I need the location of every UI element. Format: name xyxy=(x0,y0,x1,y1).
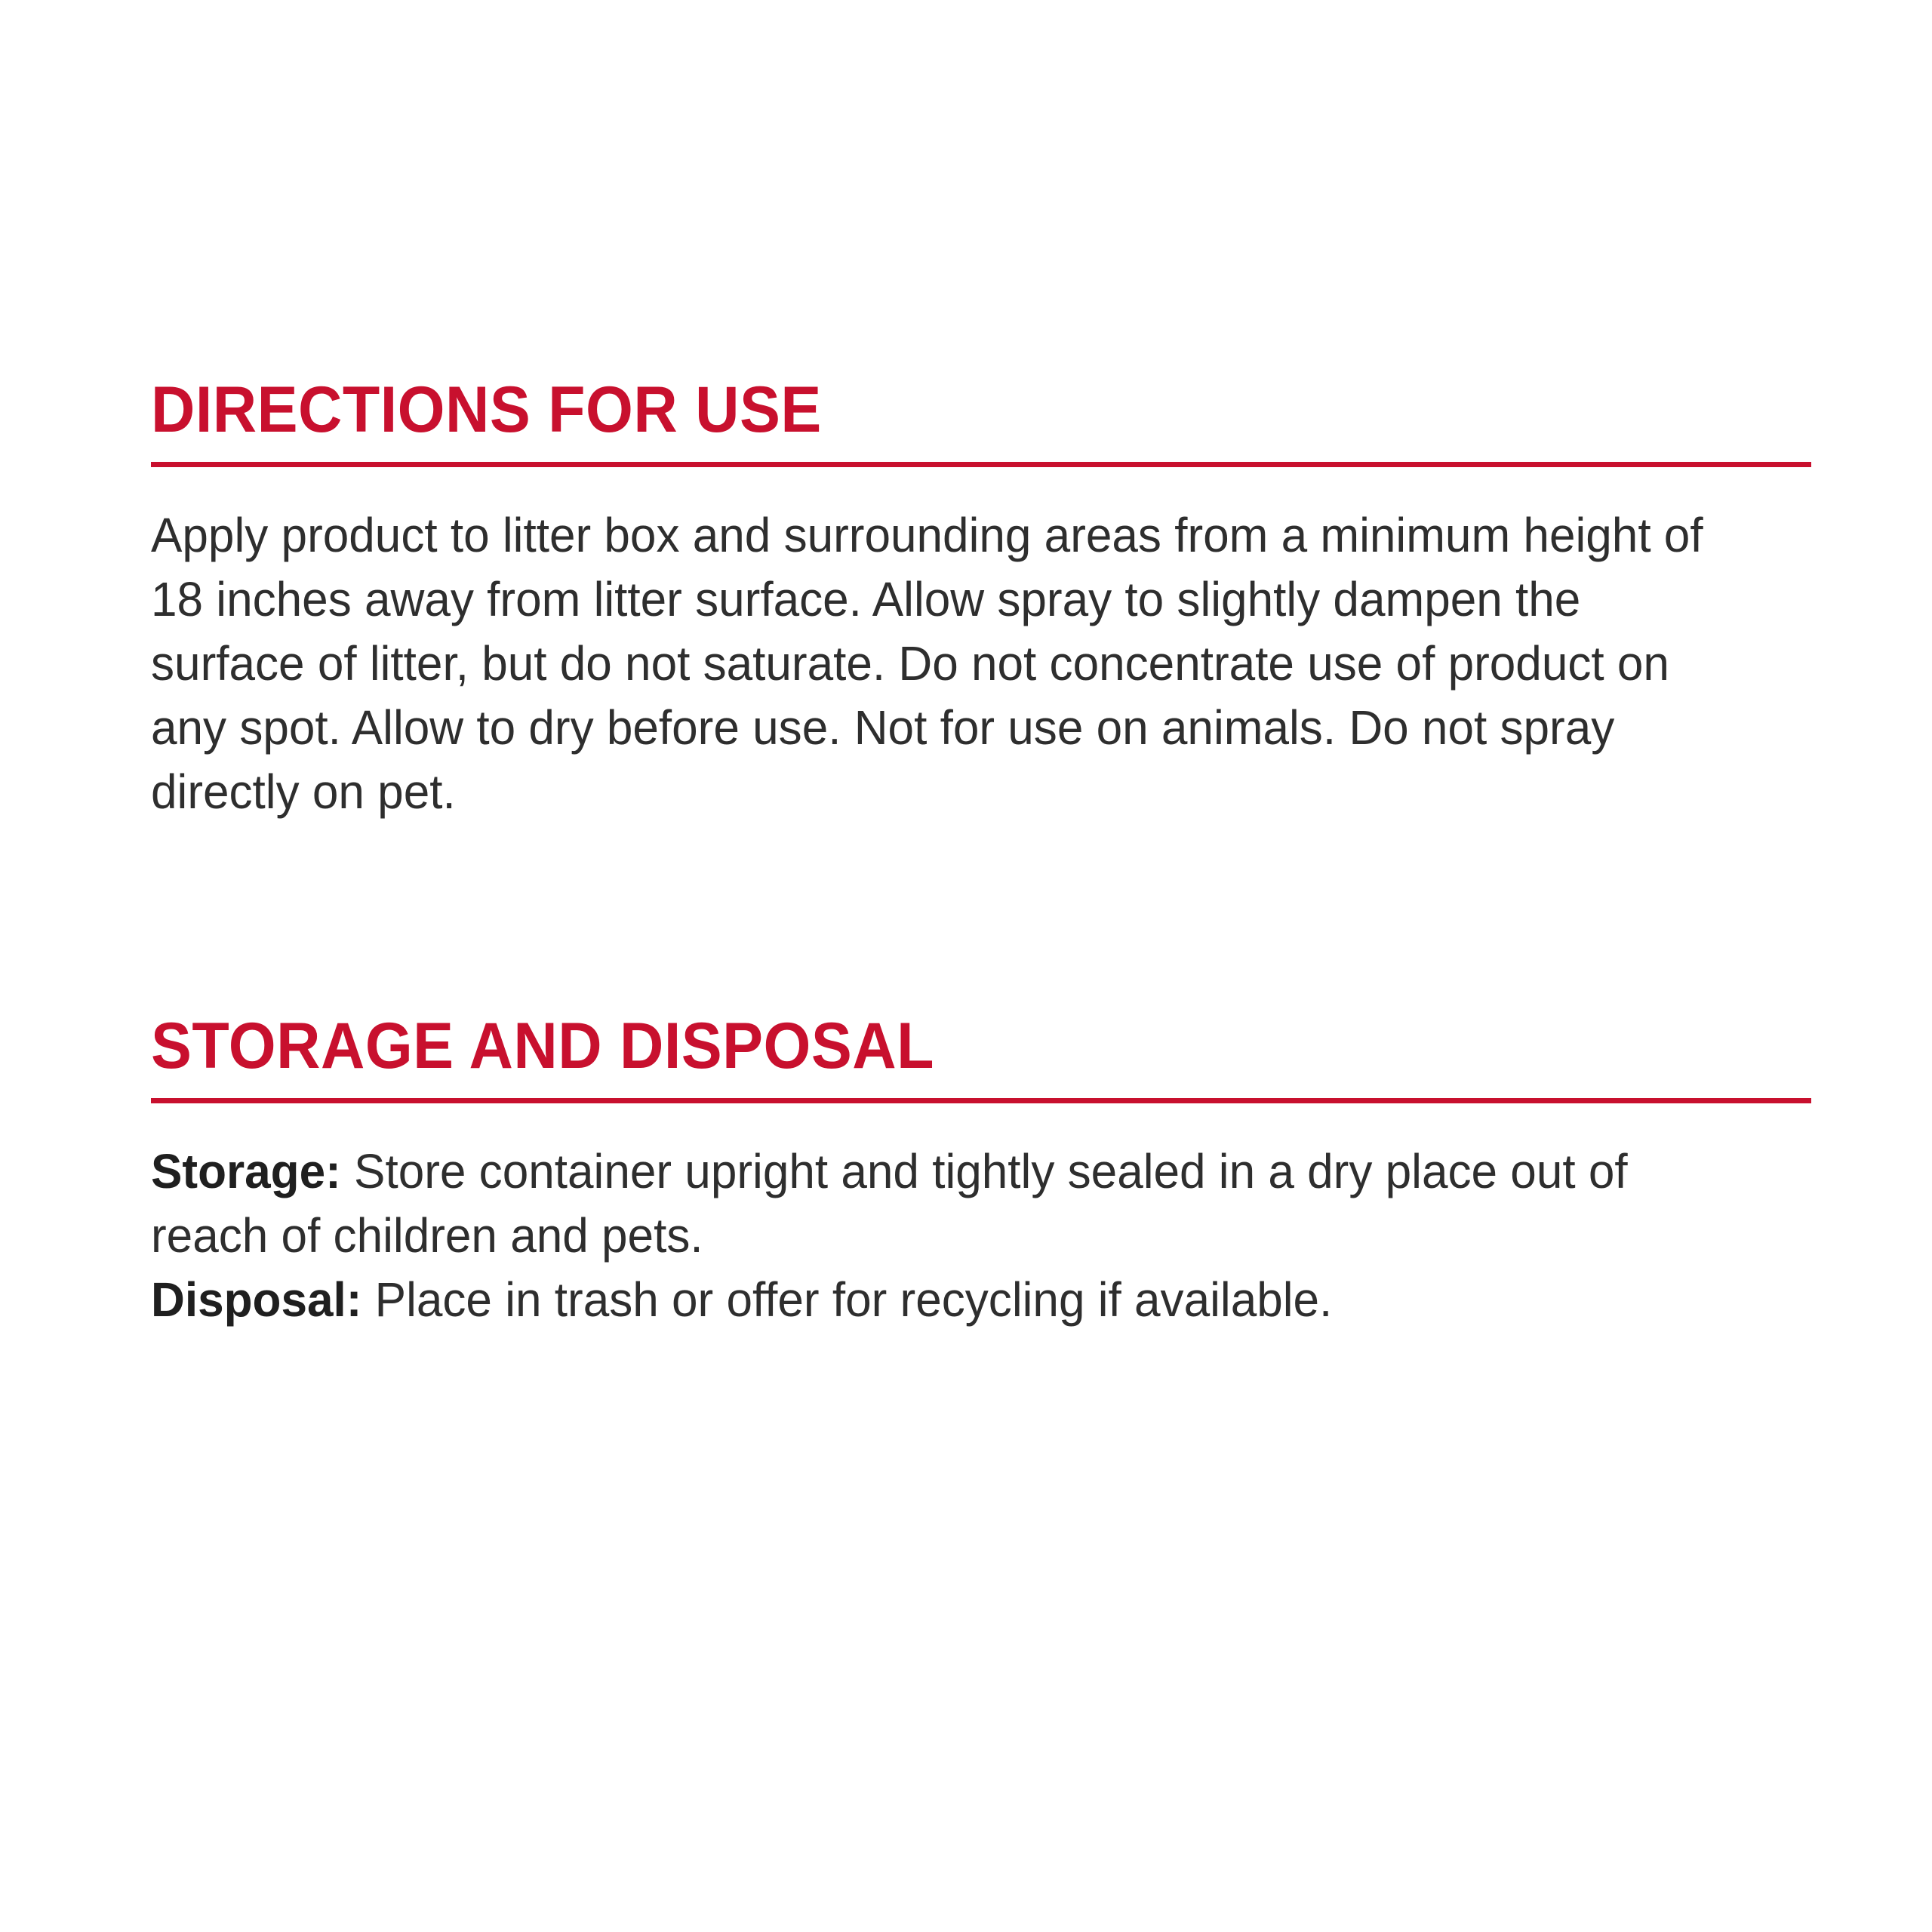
directions-for-use-heading: DIRECTIONS FOR USE xyxy=(151,374,822,446)
disposal-label: Disposal: xyxy=(151,1272,362,1327)
disposal-line xyxy=(151,1268,1747,1332)
directions-for-use-paragraph: Apply product to litter box and surrounding areas from a minimum height of 18 inches away from litter surface. Allow spray to slightly dampen the surface of litter, but do not saturate. Do not concentrate use of product on any spot. Allow to dry before use. Not for use on animals. Do not spray directly on pet. xyxy=(151,508,1703,820)
directions-for-use-section xyxy=(151,374,1811,825)
storage-and-disposal-heading: STORAGE AND DISPOSAL xyxy=(151,1009,934,1082)
storage-and-disposal-divider xyxy=(151,1098,1811,1103)
storage-value: Store container upright and tightly sealed in a dry place out of reach of children and pets. xyxy=(151,1143,1628,1263)
section-spacer xyxy=(151,825,1811,1014)
disposal-value: Place in trash or offer for recycling if available. xyxy=(374,1272,1333,1327)
directions-for-use-divider xyxy=(151,462,1811,467)
storage-and-disposal-section xyxy=(151,1009,1811,1332)
storage-label: Storage: xyxy=(151,1143,341,1198)
label-content xyxy=(151,374,1811,1332)
storage-line xyxy=(151,1140,1747,1268)
